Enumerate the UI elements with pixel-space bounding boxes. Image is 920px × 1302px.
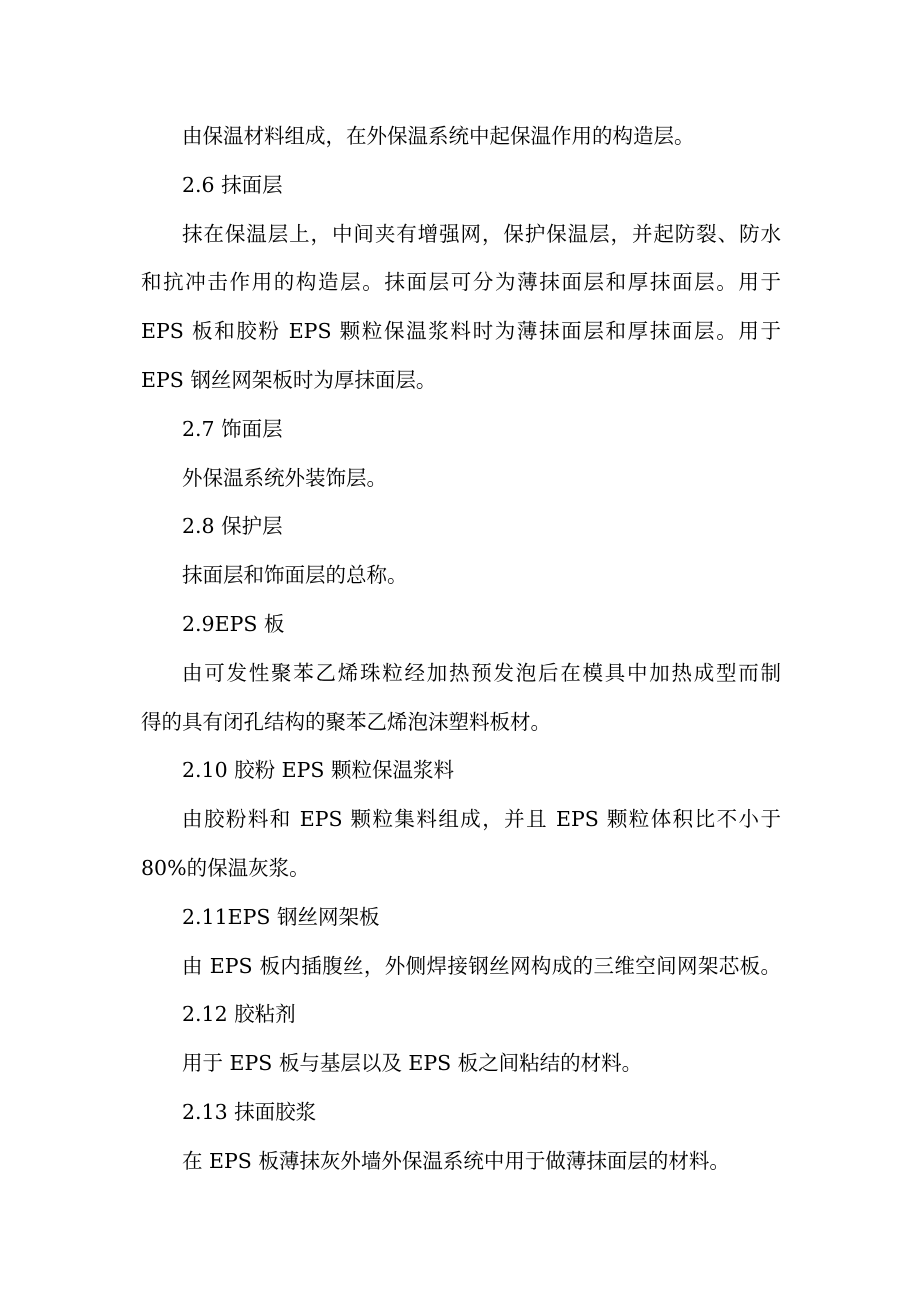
- section-heading: 2.10 胶粉 EPS 颗粒保温浆料: [182, 758, 454, 783]
- section-heading: 2.7 饰面层: [182, 416, 283, 441]
- section-heading: 2.13 抹面胶浆: [182, 1099, 317, 1124]
- text-line: 80%的保温灰浆。: [141, 855, 310, 880]
- text-line: 得的具有闭孔结构的聚苯乙烯泡沫塑料板材。: [141, 709, 551, 734]
- text-line: 在 EPS 板薄抹灰外墙外保温系统中用于做薄抹面层的材料。: [182, 1148, 730, 1173]
- section-heading: 2.11EPS 钢丝网架板: [182, 904, 380, 929]
- section-heading: 2.6 抹面层: [182, 172, 283, 197]
- text-line: 由胶粉料和 EPS 颗粒集料组成，并且 EPS 颗粒体积比不小于: [182, 807, 781, 832]
- text-line: 抹在保温层上，中间夹有增强网，保护保温层，并起防裂、防水: [182, 221, 781, 246]
- document-body: [141, 112, 781, 1186]
- text-line: 由保温材料组成，在外保温系统中起保温作用的构造层。: [182, 124, 695, 148]
- section-heading: 2.12 胶粘剂: [182, 1002, 296, 1027]
- text-line: 由 EPS 板内插腹丝，外侧焊接钢丝网构成的三维空间网架芯板。: [182, 953, 781, 978]
- text-line: EPS 钢丝网架板时为厚抹面层。: [141, 367, 437, 392]
- text-line: 由可发性聚苯乙烯珠粒经加热预发泡后在模具中加热成型而制: [182, 660, 781, 685]
- text-line: 抹面层和饰面层的总称。: [182, 563, 408, 588]
- text-line: 外保温系统外装饰层。: [182, 465, 387, 490]
- text-line: 和抗冲击作用的构造层。抹面层可分为薄抹面层和厚抹面层。用于: [141, 270, 781, 295]
- text-line: EPS 板和胶粉 EPS 颗粒保温浆料时为薄抹面层和厚抹面层。用于: [141, 319, 781, 344]
- section-heading: 2.9EPS 板: [182, 611, 285, 636]
- section-heading: 2.8 保护层: [182, 514, 283, 539]
- text-line: 用于 EPS 板与基层以及 EPS 板之间粘结的材料。: [182, 1051, 643, 1076]
